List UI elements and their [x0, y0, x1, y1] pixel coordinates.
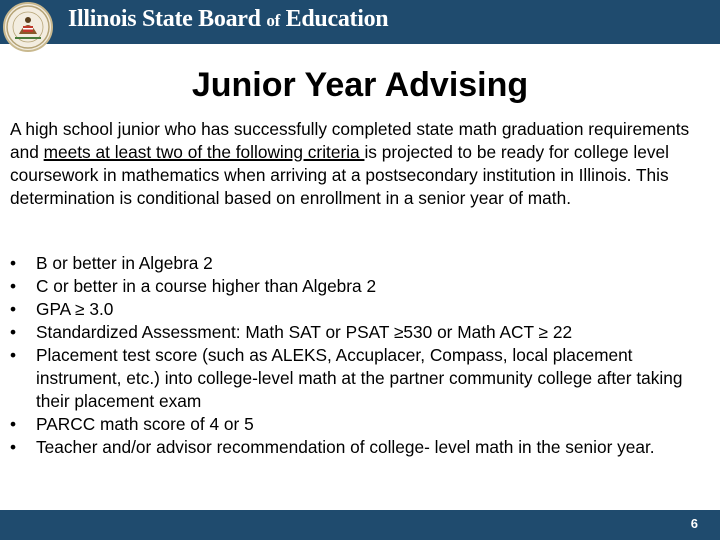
criteria-item — [10, 252, 710, 275]
intro-text-start: A high school junior who has successfully completed state math graduation requirements and — [10, 119, 690, 162]
illinois-seal-logo — [3, 2, 53, 52]
criteria-text: PARCC math score of 4 or 5 — [36, 414, 254, 434]
page-number: 6 — [690, 516, 698, 531]
criteria-item — [10, 413, 710, 436]
footer-bar — [0, 510, 720, 540]
seal-emblem-icon — [5, 4, 51, 50]
header-banner — [0, 0, 720, 44]
criteria-text: Teacher and/or advisor recommendation of college- level math in the senior year. — [36, 437, 655, 457]
slide-title: Junior Year Advising — [191, 66, 529, 104]
bullet-icon: • — [10, 414, 17, 434]
org-name-part2: Education — [279, 6, 389, 32]
criteria-text: B or better in Algebra 2 — [36, 253, 213, 273]
criteria-text: GPA ≥ 3.0 — [36, 299, 114, 319]
org-name — [68, 6, 388, 33]
intro-underlined-text: meets at least two of the following criteria — [43, 142, 365, 162]
criteria-item — [10, 321, 710, 344]
criteria-text: C or better in a course higher than Algebra 2 — [36, 276, 377, 296]
criteria-item — [10, 298, 710, 321]
intro-text-end: is projected to be ready for college level coursework in mathematics when arriving at a postsecondary institution in Illinois. This determination is conditional based on enrollment in a senior year of math. — [10, 142, 669, 208]
org-name-part1: Illinois State Board — [68, 6, 267, 32]
bullet-icon: • — [10, 253, 17, 273]
criteria-item — [10, 275, 710, 298]
bullet-icon: • — [10, 276, 17, 296]
bullet-icon: • — [10, 345, 17, 365]
bullet-icon: • — [10, 299, 17, 319]
org-name-of: of — [266, 11, 280, 30]
bullet-icon: • — [10, 437, 17, 457]
intro-paragraph — [10, 118, 716, 210]
criteria-item — [10, 344, 710, 413]
criteria-item — [10, 436, 710, 459]
bullet-icon: • — [10, 322, 17, 342]
criteria-text: Placement test score (such as ALEKS, Accuplacer, Compass, local placement instrument, etc.) into college-level math at the partner community college after taking their placement exam — [36, 345, 683, 411]
criteria-list — [10, 252, 710, 459]
criteria-text: Standardized Assessment: Math SAT or PSAT ≥530 or Math ACT ≥ 22 — [36, 322, 573, 342]
